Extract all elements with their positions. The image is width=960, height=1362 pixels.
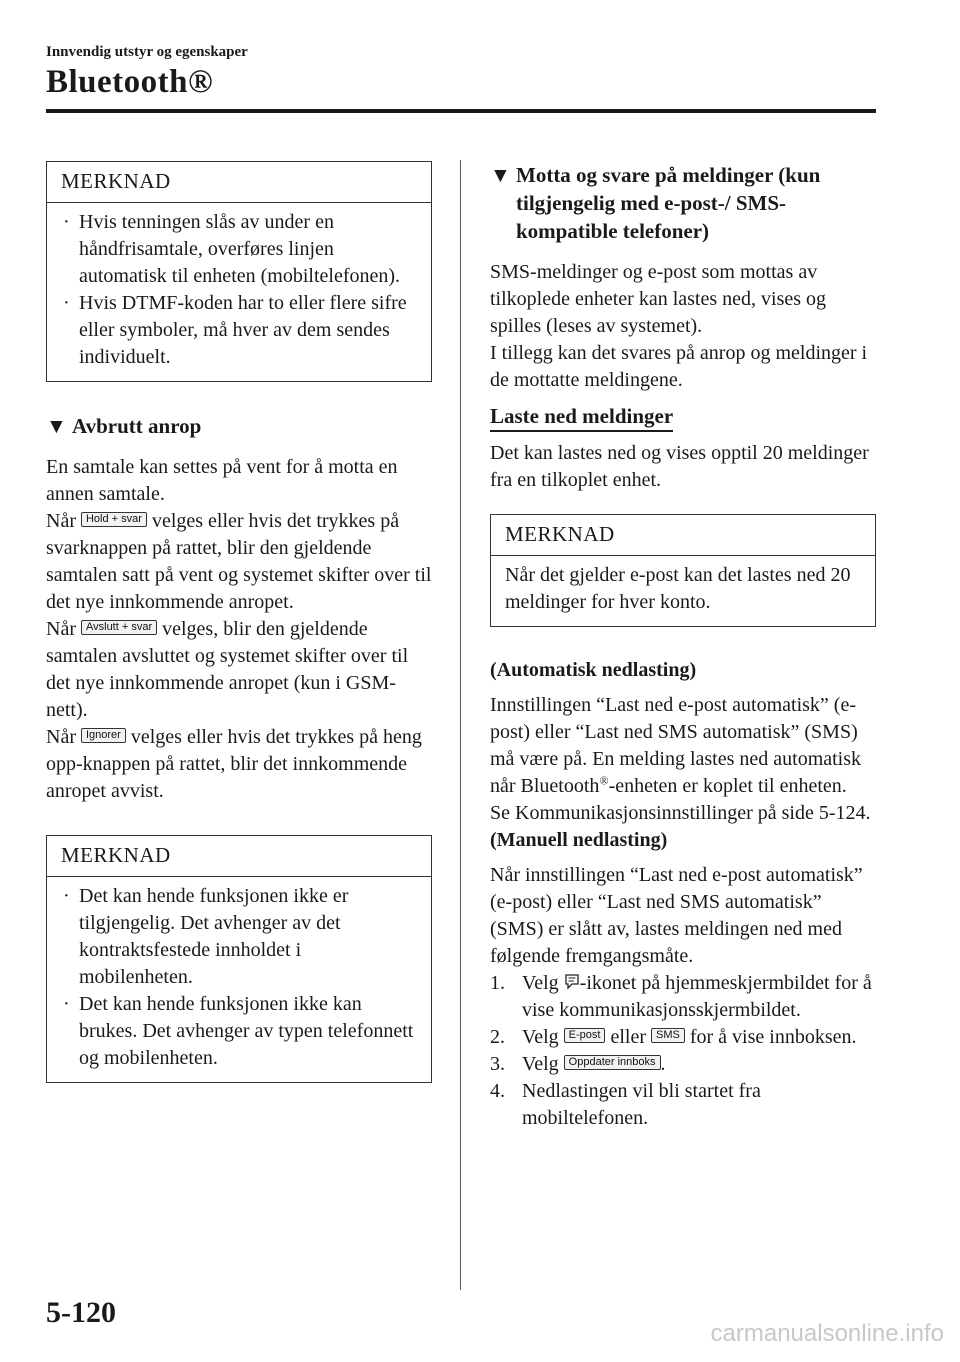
end-answer-button: Avslutt + svar	[81, 620, 157, 635]
section-heading-interrupted-call: ▼ Avbrutt anrop	[46, 414, 202, 438]
header-rule	[46, 109, 876, 113]
paragraph-intro-1: SMS-meldinger og e-post som mottas av tilkoplede enheter kan lastes ned, vises og spilles (leses av systemet).	[490, 261, 827, 337]
paragraph-download: Det kan lastes ned og vises opptil 20 meldinger fra en tilkoplet enhet.	[490, 442, 869, 491]
subheading-download: Laste ned meldinger	[490, 404, 673, 432]
subheading-manual: (Manuell nedlasting)	[490, 829, 668, 851]
right-column	[490, 161, 876, 1132]
steps-list	[490, 970, 876, 1132]
bullet-dot-icon: ·	[63, 885, 70, 907]
message-bubble-icon	[564, 973, 580, 991]
page-title: Bluetooth®	[46, 64, 214, 100]
watermark: carmanualsonline.info	[710, 1320, 944, 1347]
paragraph-auto-ref: Se Kommunikasjonsinnstillinger på side 5-124.	[490, 802, 871, 824]
note-heading: MERKNAD	[491, 515, 875, 556]
email-button: E-post	[564, 1028, 606, 1043]
note-box-3	[490, 514, 876, 627]
note-box-2	[46, 835, 432, 1083]
note-box-1	[46, 161, 432, 382]
bullet-dot-icon: ·	[63, 993, 70, 1015]
paragraph-auto: Innstillingen “Last ned e-post automatisk” (e-post) eller “Last ned SMS automatisk” (SMS) må være på. En melding lastes ned automatisk når Bluetooth®-enheten er koplet til enheten.	[490, 694, 862, 797]
paragraph-ignore: Når Ignorer velges eller hvis det trykkes på heng opp-knappen på rattet, blir det innkommende anropet avvist.	[46, 726, 422, 802]
paragraph-intro-2: I tillegg kan det svares på anrop og meldinger i de mottatte meldingene.	[490, 342, 868, 391]
note-item: · Hvis DTMF-koden har to eller flere sifre eller symboler, må hver av dem sendes individuelt.	[63, 292, 407, 368]
hold-answer-button: Hold + svar	[81, 512, 147, 527]
ignore-button: Ignorer	[81, 728, 126, 743]
paragraph-end: Når Avslutt + svar velges, blir den gjeldende samtalen avsluttet og systemet skifter over til det nye innkommende anropet (kun i GSM-nett).	[46, 618, 409, 721]
note-text: Når det gjelder e-post kan det lastes ned 20 meldinger for hver konto.	[505, 564, 851, 613]
chapter-label: Innvendig utstyr og egenskaper	[46, 44, 248, 60]
update-inbox-button: Oppdater innboks	[564, 1055, 661, 1070]
note-item: · Det kan hende funksjonen ikke er tilgjengelig. Det avhenger av det kontraktsfestede innholdet i mobilenheten.	[63, 885, 349, 988]
bullet-dot-icon: ·	[63, 211, 70, 233]
section-heading-messages: ▼ Motta og svare på meldinger (kun tilgjengelig med e-post-/ SMS-kompatible telefoner)	[490, 163, 821, 243]
paragraph-intro: En samtale kan settes på vent for å motta en annen samtale.	[46, 456, 398, 505]
note-item: · Hvis tenningen slås av under en håndfrisamtale, overføres linjen automatisk til enheten (mobiltelefonen).	[63, 211, 401, 287]
note-heading: MERKNAD	[47, 836, 431, 877]
note-heading: MERKNAD	[47, 162, 431, 203]
step-4: 4. Nedlastingen vil bli startet fra mobiltelefonen.	[490, 1080, 761, 1129]
note-item: · Det kan hende funksjonen ikke kan brukes. Det avhenger av typen telefonnett og mobilenheten.	[63, 993, 414, 1069]
sms-button: SMS	[651, 1028, 685, 1043]
left-column	[46, 161, 432, 1113]
paragraph-hold: Når Hold + svar velges eller hvis det trykkes på svarknappen på rattet, blir den gjeldende samtalen satt på vent og systemet skifter over til det nye innkommende anropet.	[46, 510, 432, 613]
bullet-dot-icon: ·	[63, 292, 70, 314]
column-divider	[460, 160, 461, 1290]
step-3: 3. Velg Oppdater innboks .	[490, 1053, 666, 1075]
section-triangle-icon: ▼	[46, 414, 67, 438]
page-number: 5-120	[46, 1296, 116, 1329]
step-2: 2. Velg E-post eller SMS for å vise innboksen.	[490, 1026, 857, 1048]
step-1: 1. Velg -ikonet på hjemmeskjermbildet for å vise kommunikasjonsskjermbildet.	[490, 972, 872, 1021]
subheading-auto: (Automatisk nedlasting)	[490, 659, 697, 681]
section-triangle-icon: ▼	[490, 163, 511, 187]
paragraph-manual: Når innstillingen “Last ned e-post automatisk” (e-post) eller “Last ned SMS automatisk” (SMS) er slått av, lastes meldingen ned med følgende fremgangsmåte.	[490, 864, 863, 967]
